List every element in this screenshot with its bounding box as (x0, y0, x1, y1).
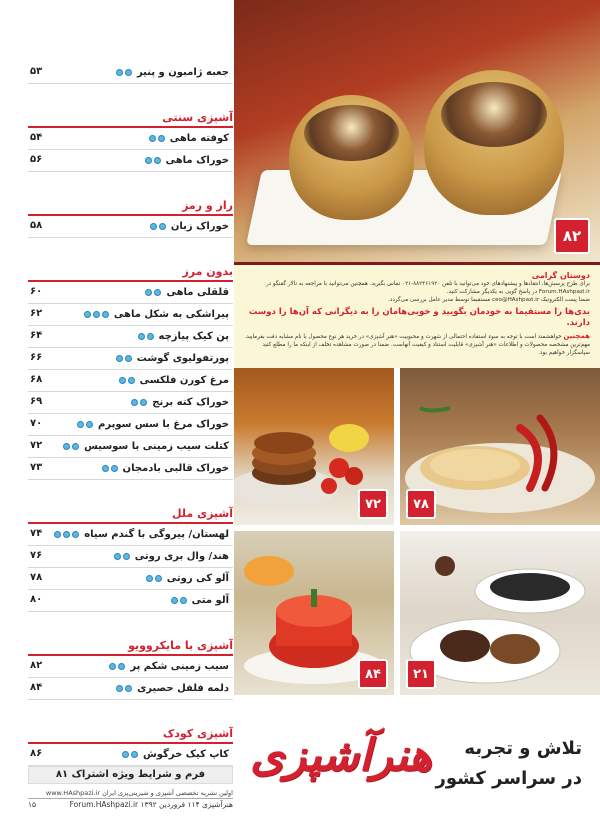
difficulty-dot-icon (118, 663, 125, 670)
photo-flatbread (400, 368, 600, 525)
info-highlight: بدی‌ها را مستقیما به خودمان بگویید و خوبی‌هامان را به دیگرانی که آن‌ها را دوست دارند. (248, 307, 590, 328)
photo-fish-dish (400, 531, 600, 695)
toc-entry-page: ۷۰ (30, 418, 43, 429)
logo-slogan-2: در سراسر کشور (435, 768, 582, 789)
toc-entry[interactable] (28, 62, 233, 84)
photo-cutlet (234, 368, 394, 525)
toc-entry-page: ۶۹ (30, 396, 43, 407)
difficulty-dot-icon (114, 553, 121, 560)
toc-section-heading: آشپزی سنتی (28, 102, 233, 128)
difficulty-dot-icon (125, 355, 132, 362)
toc-entry-page: ۵۸ (30, 220, 43, 231)
toc-entry-page: ۶۴ (30, 330, 43, 341)
page-badge: ۷۲ (358, 489, 388, 519)
toc-entry-title: خوراک مرغ با سس سوپرم (98, 419, 229, 430)
toc-entry[interactable] (28, 150, 233, 172)
logo-title: هنرآشپزی (250, 730, 432, 781)
toc-entry-page: ۷۳ (30, 462, 43, 473)
toc-entry-title: هند/ وال بری روتی (134, 551, 229, 562)
difficulty-dots-icon (54, 531, 79, 538)
difficulty-dot-icon (140, 399, 147, 406)
difficulty-dot-icon (84, 311, 91, 318)
difficulty-dot-icon (116, 685, 123, 692)
toc-entry-title: کوفته ماهی (169, 133, 229, 144)
toc-entry-page: ۸۰ (30, 594, 43, 605)
toc-entry-title: مرغ کورن فلکسی (139, 375, 229, 386)
difficulty-dot-icon (145, 289, 152, 296)
difficulty-dot-icon (158, 135, 165, 142)
info-paragraph-3 (244, 332, 590, 357)
hero-photo-stuffed-potato (234, 0, 600, 262)
toc-entry-title: آلو متی (191, 595, 229, 606)
toc-section-heading: آشپزی کودک (28, 718, 233, 744)
toc-entry-page: ۶۶ (30, 352, 43, 363)
toc-entry-page: ۵۳ (30, 66, 43, 77)
toc-entry-title: دلمه فلفل حصیری (137, 683, 229, 694)
toc-entry[interactable] (28, 282, 233, 304)
difficulty-dot-icon (86, 421, 93, 428)
difficulty-dot-icon (171, 597, 178, 604)
difficulty-dot-icon (77, 421, 84, 428)
difficulty-dot-icon (159, 223, 166, 230)
toc-entry[interactable] (28, 326, 233, 348)
difficulty-dots-icon (102, 465, 118, 472)
toc-section-heading: بدون مرز (28, 256, 233, 282)
difficulty-dot-icon (154, 289, 161, 296)
toc-entry-title: قلقلی ماهی (166, 287, 229, 298)
difficulty-dots-icon (122, 751, 138, 758)
difficulty-dot-icon (146, 575, 153, 582)
toc-entry-title: لهستان/ پیروگی با گندم سیاه (84, 529, 229, 540)
difficulty-dots-icon (77, 421, 93, 428)
difficulty-dots-icon (63, 443, 79, 450)
toc-entry-title: پن کیک پیازچه (158, 331, 229, 342)
toc-entry-title: کاپ کیک خرگوش (142, 749, 229, 760)
difficulty-dots-icon (119, 377, 135, 384)
toc-entry-page: ۷۲ (30, 440, 43, 451)
toc-entry-page: ۸۶ (30, 748, 43, 759)
logo-slogan-1: تلاش و تجربه (464, 738, 582, 759)
difficulty-dots-icon (146, 575, 162, 582)
toc-entry-page: ۶۲ (30, 308, 43, 319)
page-badge: ۲۱ (406, 659, 436, 689)
difficulty-dot-icon (102, 311, 109, 318)
toc-entry[interactable] (28, 590, 233, 612)
page-badge: ۸۲ (554, 218, 590, 254)
difficulty-dot-icon (180, 597, 187, 604)
toc-entry-title: کتلت سیب زمینی با سوسیس (84, 441, 229, 452)
info-paragraph-2: ضمنا پست الکترونیک ceo@HAshpazi.ir مستقیما توسط مدیر عامل بررسی می‌گردد. (388, 297, 590, 303)
toc-section-heading: آشپزی با مایکروویو (28, 630, 233, 656)
difficulty-dots-icon (171, 597, 187, 604)
difficulty-dots-icon (109, 663, 125, 670)
toc-entry[interactable] (28, 128, 233, 150)
difficulty-dots-icon (145, 289, 161, 296)
difficulty-dot-icon (128, 377, 135, 384)
potato-left (289, 95, 414, 220)
difficulty-dot-icon (63, 443, 70, 450)
difficulty-dots-icon (145, 157, 161, 164)
toc-entry-title: خوراک ماهی (165, 155, 229, 166)
photo-stuffed-pepper (234, 531, 394, 695)
difficulty-dot-icon (155, 575, 162, 582)
difficulty-dot-icon (154, 157, 161, 164)
toc-entry-page: ۵۴ (30, 132, 43, 143)
toc-entry-page: ۷۸ (30, 572, 43, 583)
toc-entry[interactable] (28, 458, 233, 480)
footer-divider (28, 798, 233, 799)
info-paragraph-3-text: خواهشمند است با توجه به سوء استفاده احتمالی از شهرت و محبوبیت «هنر آشپزی» در خرید هر نوع محصول با نام مشابه دقت بفرمایید. مهم‌ترین مشخصه محصولات و اطلاعات «هنر آشپزی» قابلیت استناد و کیفیت آنهاست. ضمنا در صورت مشاهده تخلف از اینکه ما را مطلع کنید سپاسگزار خواهیم بود. (244, 334, 590, 356)
difficulty-dots-icon (114, 553, 130, 560)
difficulty-dot-icon (122, 751, 129, 758)
difficulty-dot-icon (131, 399, 138, 406)
difficulty-dot-icon (125, 685, 132, 692)
toc-entry-page: ۷۴ (30, 528, 43, 539)
toc-entry[interactable] (28, 414, 233, 436)
toc-entry[interactable] (28, 392, 233, 414)
subscription-box[interactable]: فرم و شرایط ویژه اشتراک ۸۱ (28, 766, 233, 784)
toc-section-heading: راز و رمز (28, 190, 233, 216)
toc-entry-title: پورتفولیوی گوشت (136, 353, 229, 364)
table-of-contents (28, 62, 233, 766)
difficulty-dot-icon (116, 69, 123, 76)
difficulty-dots-icon (149, 135, 165, 142)
difficulty-dot-icon (109, 663, 116, 670)
difficulty-dot-icon (123, 553, 130, 560)
difficulty-dots-icon (84, 311, 109, 318)
toc-entry[interactable] (28, 744, 233, 766)
difficulty-dot-icon (111, 465, 118, 472)
difficulty-dots-icon (138, 333, 154, 340)
toc-entry-title: جعبه ژامبون و پنیر (136, 67, 229, 78)
toc-entry[interactable] (28, 656, 233, 678)
info-heading-2: همچنین (563, 332, 590, 340)
toc-entry-page: ۸۲ (30, 660, 43, 671)
difficulty-dot-icon (116, 355, 123, 362)
difficulty-dots-icon (150, 223, 166, 230)
magazine-logo (250, 720, 600, 815)
footer-tagline: اولین نشریه تخصصی آشپزی و شیرینی‌پزی ایران www.HAshpazi.ir (45, 789, 233, 797)
difficulty-dot-icon (63, 531, 70, 538)
info-heading: دوستان گرامی (531, 271, 590, 280)
toc-entry[interactable] (28, 524, 233, 546)
difficulty-dot-icon (145, 157, 152, 164)
toc-entry[interactable] (28, 216, 233, 238)
toc-entry[interactable] (28, 546, 233, 568)
page-number: ۱۵ (28, 800, 37, 809)
info-paragraph-1: برای طرح پرسش‌ها، انتقادها و پیشنهادهای خود می‌توانید با تلفن ۸۸۲۴۶۱۹۲۰-۰۲۱ تماس بگیرید. همچنین می‌توانید با مراجعه به تالار گفتگو در Forum.HAshpazi.ir در پاسخ گویی به یکدیگر مشارکت کنید. (265, 281, 590, 295)
toc-entry-page: ۸۴ (30, 682, 43, 693)
toc-entry[interactable] (28, 436, 233, 458)
difficulty-dot-icon (119, 377, 126, 384)
toc-entry-page: ۵۶ (30, 154, 43, 165)
difficulty-dots-icon (116, 685, 132, 692)
page-badge: ۸۴ (358, 659, 388, 689)
difficulty-dot-icon (72, 531, 79, 538)
toc-entry-page: ۷۶ (30, 550, 43, 561)
toc-entry-title: خوراک زبان (170, 221, 229, 232)
toc-entry-title: آلو کی روتی (166, 573, 229, 584)
difficulty-dot-icon (125, 69, 132, 76)
toc-entry-title: خوراک قالبی بادمجان (122, 463, 229, 474)
footer-issue (28, 800, 233, 809)
info-box (234, 262, 600, 368)
toc-entry[interactable] (28, 304, 233, 326)
footer-issue-text: هنرآشپزی ۱۱۴ فروردین ۱۳۹۲ Forum.HAshpazi.ir (69, 800, 233, 809)
toc-entry-title: سیب زمینی شکم پر (130, 661, 229, 672)
difficulty-dot-icon (149, 135, 156, 142)
difficulty-dots-icon (116, 69, 132, 76)
potato-right (424, 70, 564, 215)
toc-section-heading: آشپزی ملل (28, 498, 233, 524)
toc-entry[interactable] (28, 568, 233, 590)
difficulty-dot-icon (150, 223, 157, 230)
difficulty-dot-icon (54, 531, 61, 538)
difficulty-dot-icon (72, 443, 79, 450)
toc-entry-page: ۶۸ (30, 374, 43, 385)
toc-entry[interactable] (28, 370, 233, 392)
toc-entry[interactable] (28, 678, 233, 700)
toc-entry[interactable] (28, 348, 233, 370)
page-badge: ۷۸ (406, 489, 436, 519)
difficulty-dot-icon (93, 311, 100, 318)
difficulty-dot-icon (138, 333, 145, 340)
difficulty-dot-icon (131, 751, 138, 758)
difficulty-dots-icon (116, 355, 132, 362)
toc-entry-title: پیراشکی به شکل ماهی (113, 309, 229, 320)
difficulty-dots-icon (131, 399, 147, 406)
difficulty-dot-icon (102, 465, 109, 472)
difficulty-dot-icon (147, 333, 154, 340)
toc-entry-title: خوراک کته برنج (152, 397, 229, 408)
toc-entry-page: ۶۰ (30, 286, 43, 297)
